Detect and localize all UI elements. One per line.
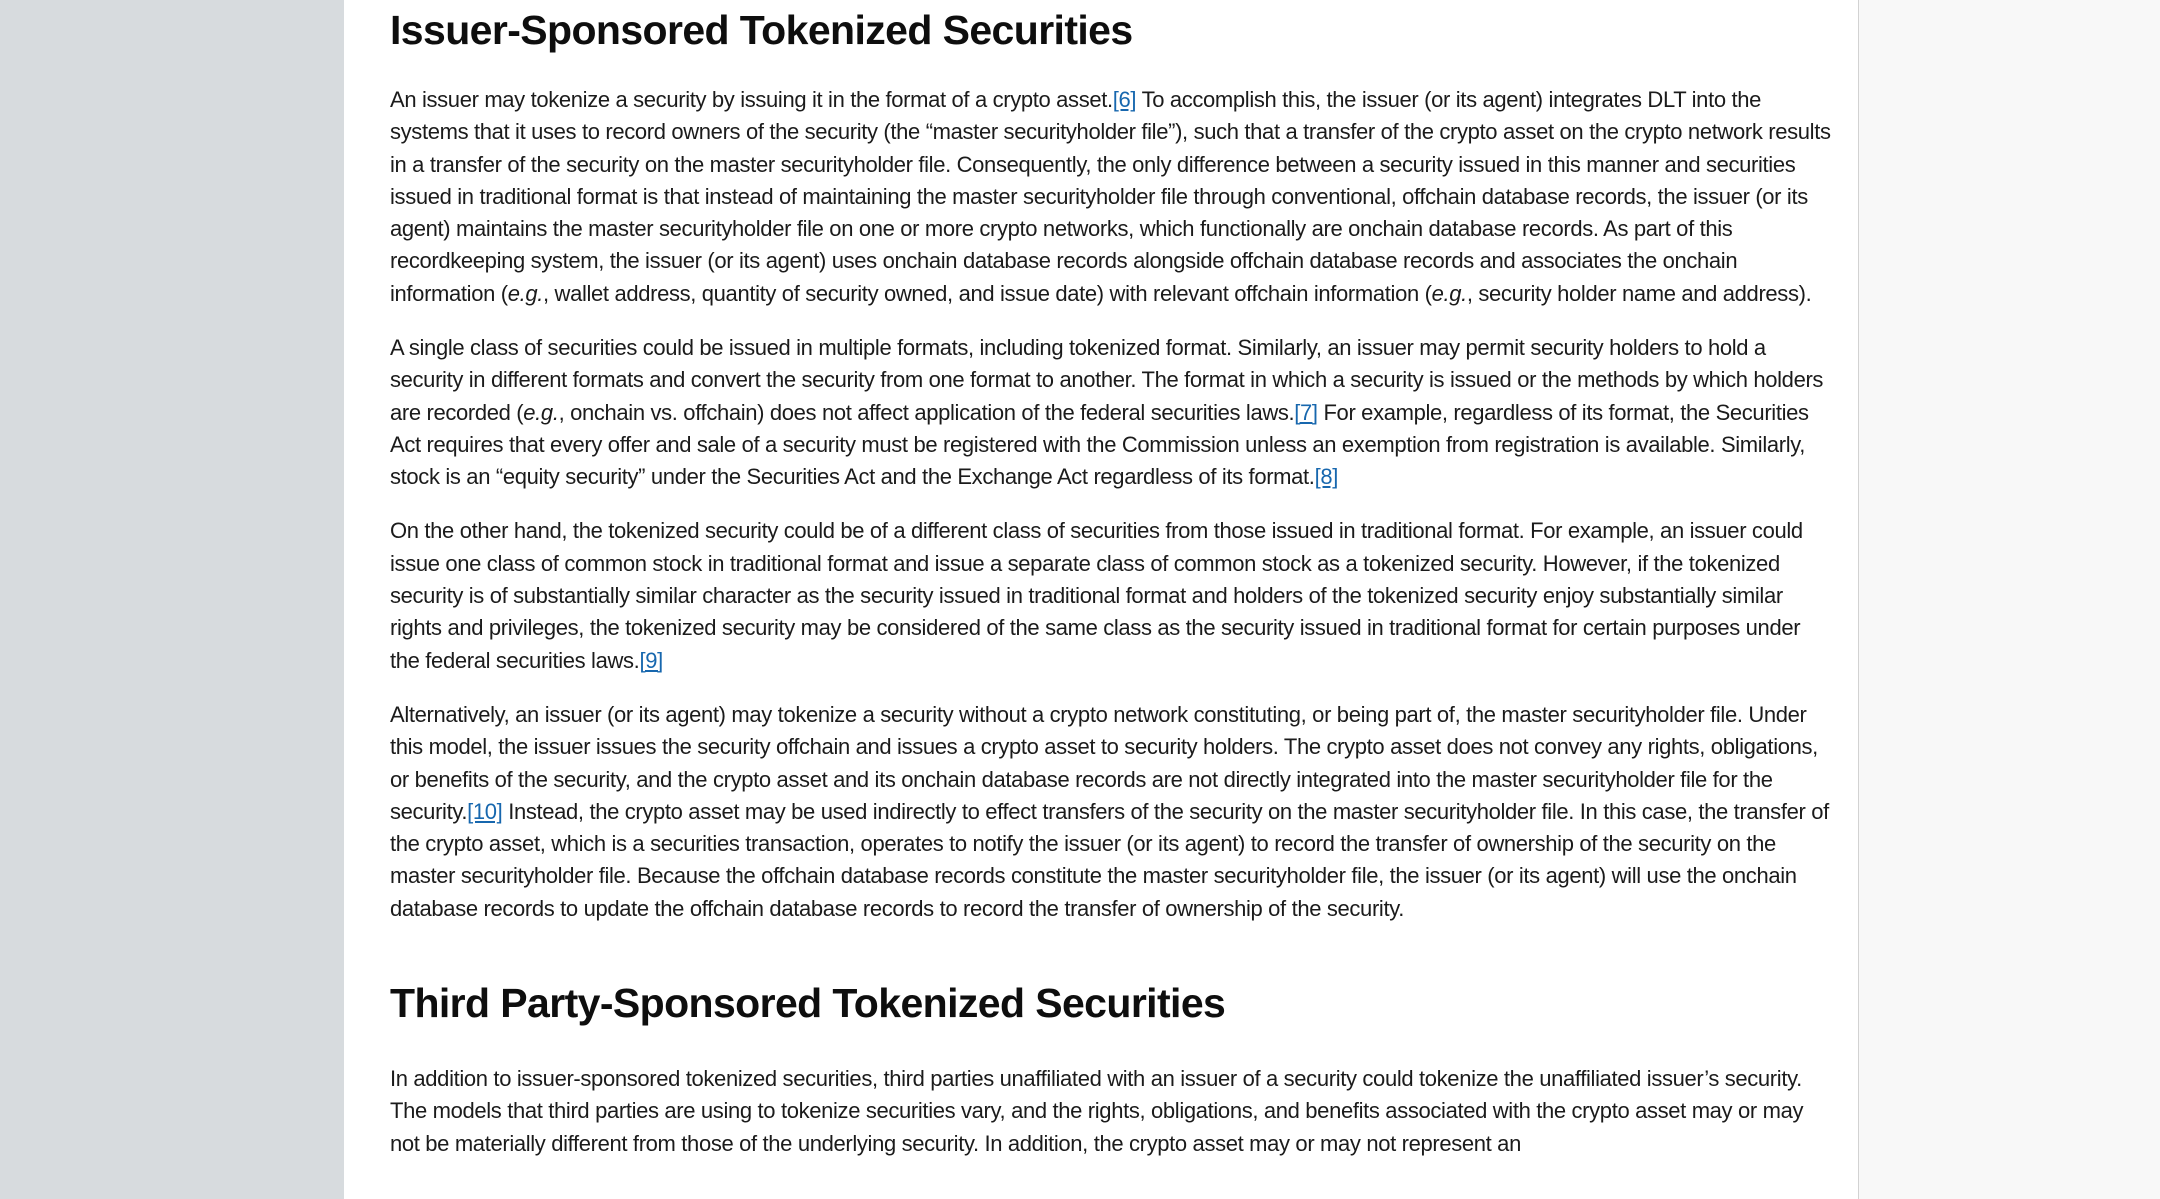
paragraph: An issuer may tokenize a security by issuing it in the format of a crypto asset.[6] To accomplish this, the issuer (or its agent) integrates DLT into the systems that it uses to record owners of the security (the “master securityholder file”), such that a transfer of the crypto asset on the crypto network results in a transfer of the security on the master securityholder file. Consequently, the only difference between a security issued in this manner and securities issued in traditional format is that instead of maintaining the master securityholder file through conventional, offchain database records, the issuer (or its agent) maintains the master securityholder file on one or more crypto networks, which functionally are onchain database records. As part of this recordkeeping system, the issuer (or its agent) uses onchain database records alongside offchain database records and associates the onchain information (e.g., wallet address, quantity of security owned, and issue date) with relevant offchain information (e.g., security holder name and address).	[390, 86, 1831, 306]
footnote-link[interactable]: [10]	[467, 798, 503, 824]
section-heading: Issuer-Sponsored Tokenized Securities	[390, 7, 1133, 53]
footnote-link[interactable]: [6]	[1112, 86, 1137, 112]
footnote-link[interactable]: [9]	[639, 647, 663, 673]
paragraph: Alternatively, an issuer (or its agent) may tokenize a security without a crypto network constituting, or being part of, the master securityholder file. Under this model, the issuer issues the security offchain and issues a crypto asset to security holders. The crypto asset does not convey any rights, obligations, or benefits of the security, and the crypto asset and its onchain database records are not directly integrated into the master securityholder file for the security.[10] Instead, the crypto asset may be used indirectly to effect transfers of the security on the master securityholder file. In this case, the transfer of the crypto asset, which is a securities transaction, operates to notify the issuer (or its agent) to record the transfer of ownership of the security on the master securityholder file. Because the offchain database records constitute the master securityholder file, the issuer (or its agent) will use the onchain database records to update the offchain database records to record the transfer of ownership of the security.	[390, 701, 1829, 921]
section-third-party-sponsored	[390, 981, 1834, 1160]
latin-abbreviation: e.g.	[1431, 280, 1467, 306]
latin-abbreviation: e.g.	[507, 280, 544, 306]
paragraph: A single class of securities could be issued in multiple formats, including tokenized format. Similarly, an issuer may permit security holders to hold a security in different formats and convert the security from one format to another. The format in which a security is issued or the methods by which holders are recorded (e.g., onchain vs. offchain) does not affect application of the federal securities laws.[7] For example, regardless of its format, the Securities Act requires that every offer and sale of a security must be registered with the Commission unless an exemption from registration is available. Similarly, stock is an “equity security” under the Securities Act and the Exchange Act regardless of its format.[8]	[390, 334, 1824, 490]
paragraph: On the other hand, the tokenized security could be of a different class of securities from those issued in traditional format. For example, an issuer could issue one class of common stock in traditional format and issue a separate class of common stock as a tokenized security. However, if the tokenized security is of substantially similar character as the security issued in traditional format and holders of the tokenized security enjoy substantially similar rights and privileges, the tokenized security may be considered of the same class as the security issued in traditional format for certain purposes under the federal securities laws.[9]	[390, 518, 1803, 673]
section-heading: Third Party-Sponsored Tokenized Securities	[390, 980, 1226, 1027]
right-gutter	[1858, 0, 2160, 1199]
section-issuer-sponsored	[390, 8, 1834, 925]
document-content	[344, 0, 1858, 1199]
latin-abbreviation: e.g.	[523, 399, 559, 425]
footnote-link[interactable]: [7]	[1294, 399, 1318, 425]
footnote-link[interactable]: [8]	[1314, 464, 1338, 490]
left-sidebar	[0, 0, 344, 1199]
paragraph: In addition to issuer-sponsored tokenized securities, third parties unaffiliated with an issuer of a security could tokenize the unaffiliated issuer’s security. The models that third parties are using to tokenize securities vary, and the rights, obligations, and benefits associated with the crypto asset may or may not be materially different from those of the underlying security. In addition, the crypto asset may or may not represent an	[390, 1065, 1804, 1156]
